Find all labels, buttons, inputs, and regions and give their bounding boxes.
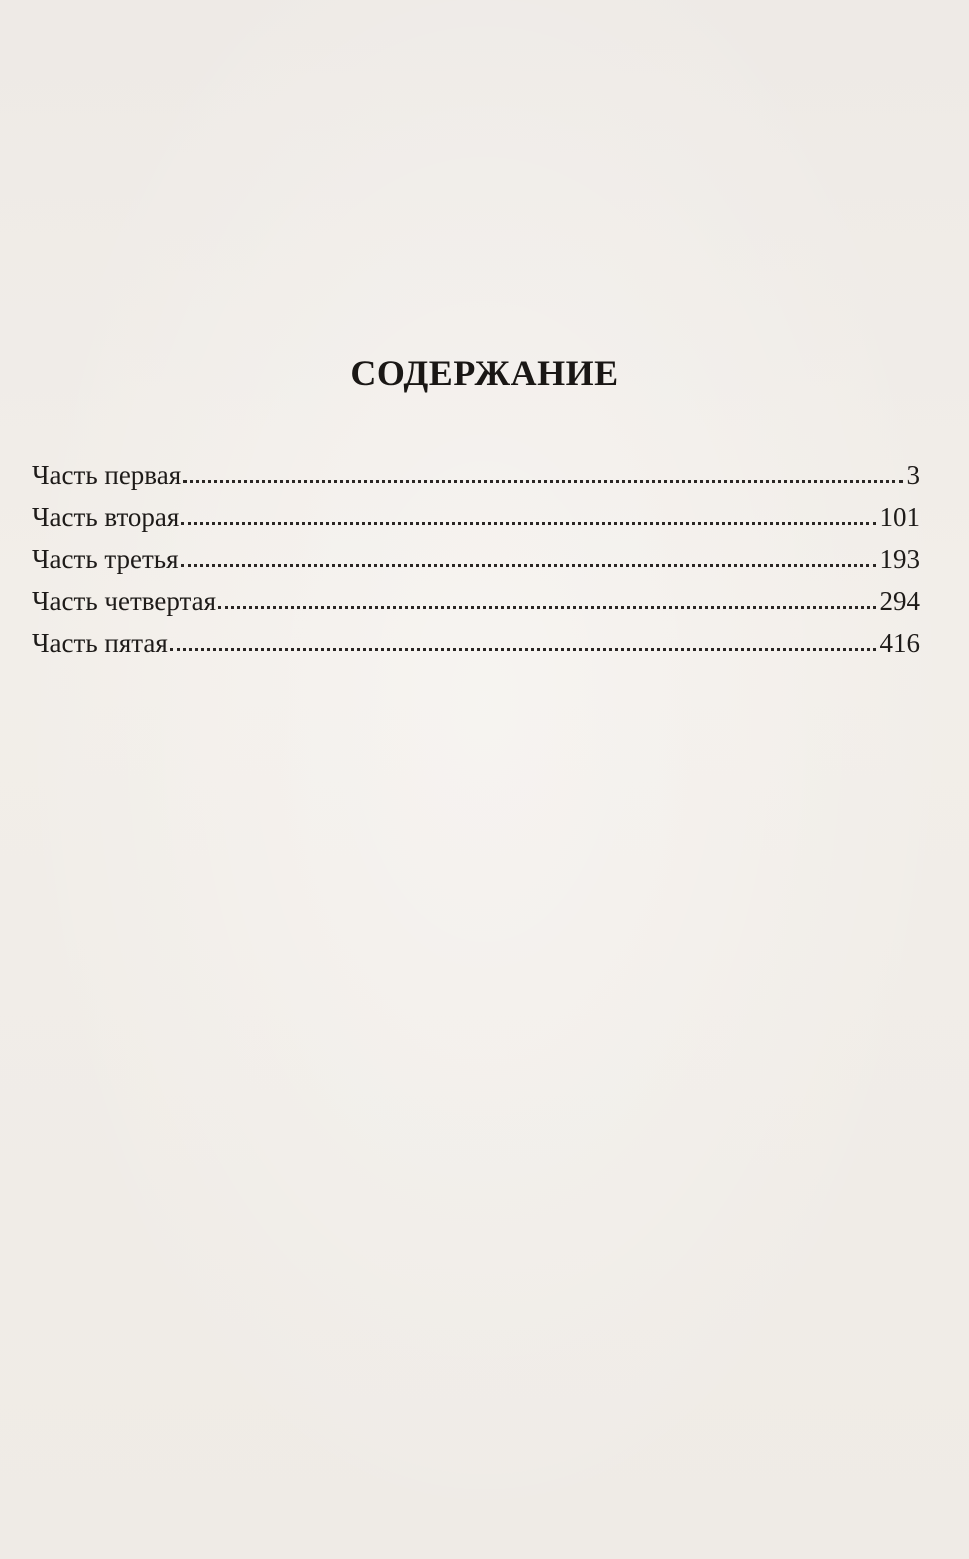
toc-entry-label: Часть вторая	[32, 502, 180, 532]
toc-entry-part-5	[32, 616, 920, 658]
dot-leader	[181, 563, 876, 567]
toc-entry-part-4	[32, 574, 920, 616]
toc-entry-label: Часть третья	[32, 544, 179, 574]
toc-entry-label: Часть первая	[32, 460, 182, 490]
dot-leader	[218, 605, 876, 609]
toc-entry-page-number: 3	[906, 460, 920, 490]
toc-entry-page-number: 193	[879, 544, 920, 574]
toc-entry-label: Часть четвертая	[32, 586, 216, 616]
dot-leader	[170, 647, 876, 651]
toc-entry-part-2	[32, 490, 920, 532]
page-title: СОДЕРЖАНИЕ	[350, 353, 619, 393]
dot-leader	[183, 479, 902, 483]
table-of-contents	[32, 448, 920, 658]
dot-leader	[181, 521, 875, 525]
toc-entry-page-number: 101	[879, 502, 920, 532]
toc-entry-part-3	[32, 532, 920, 574]
toc-entry-page-number: 416	[879, 628, 920, 658]
toc-entry-part-1	[32, 448, 920, 490]
toc-entry-label: Часть пятая	[32, 628, 168, 658]
toc-entry-page-number: 294	[879, 586, 920, 616]
